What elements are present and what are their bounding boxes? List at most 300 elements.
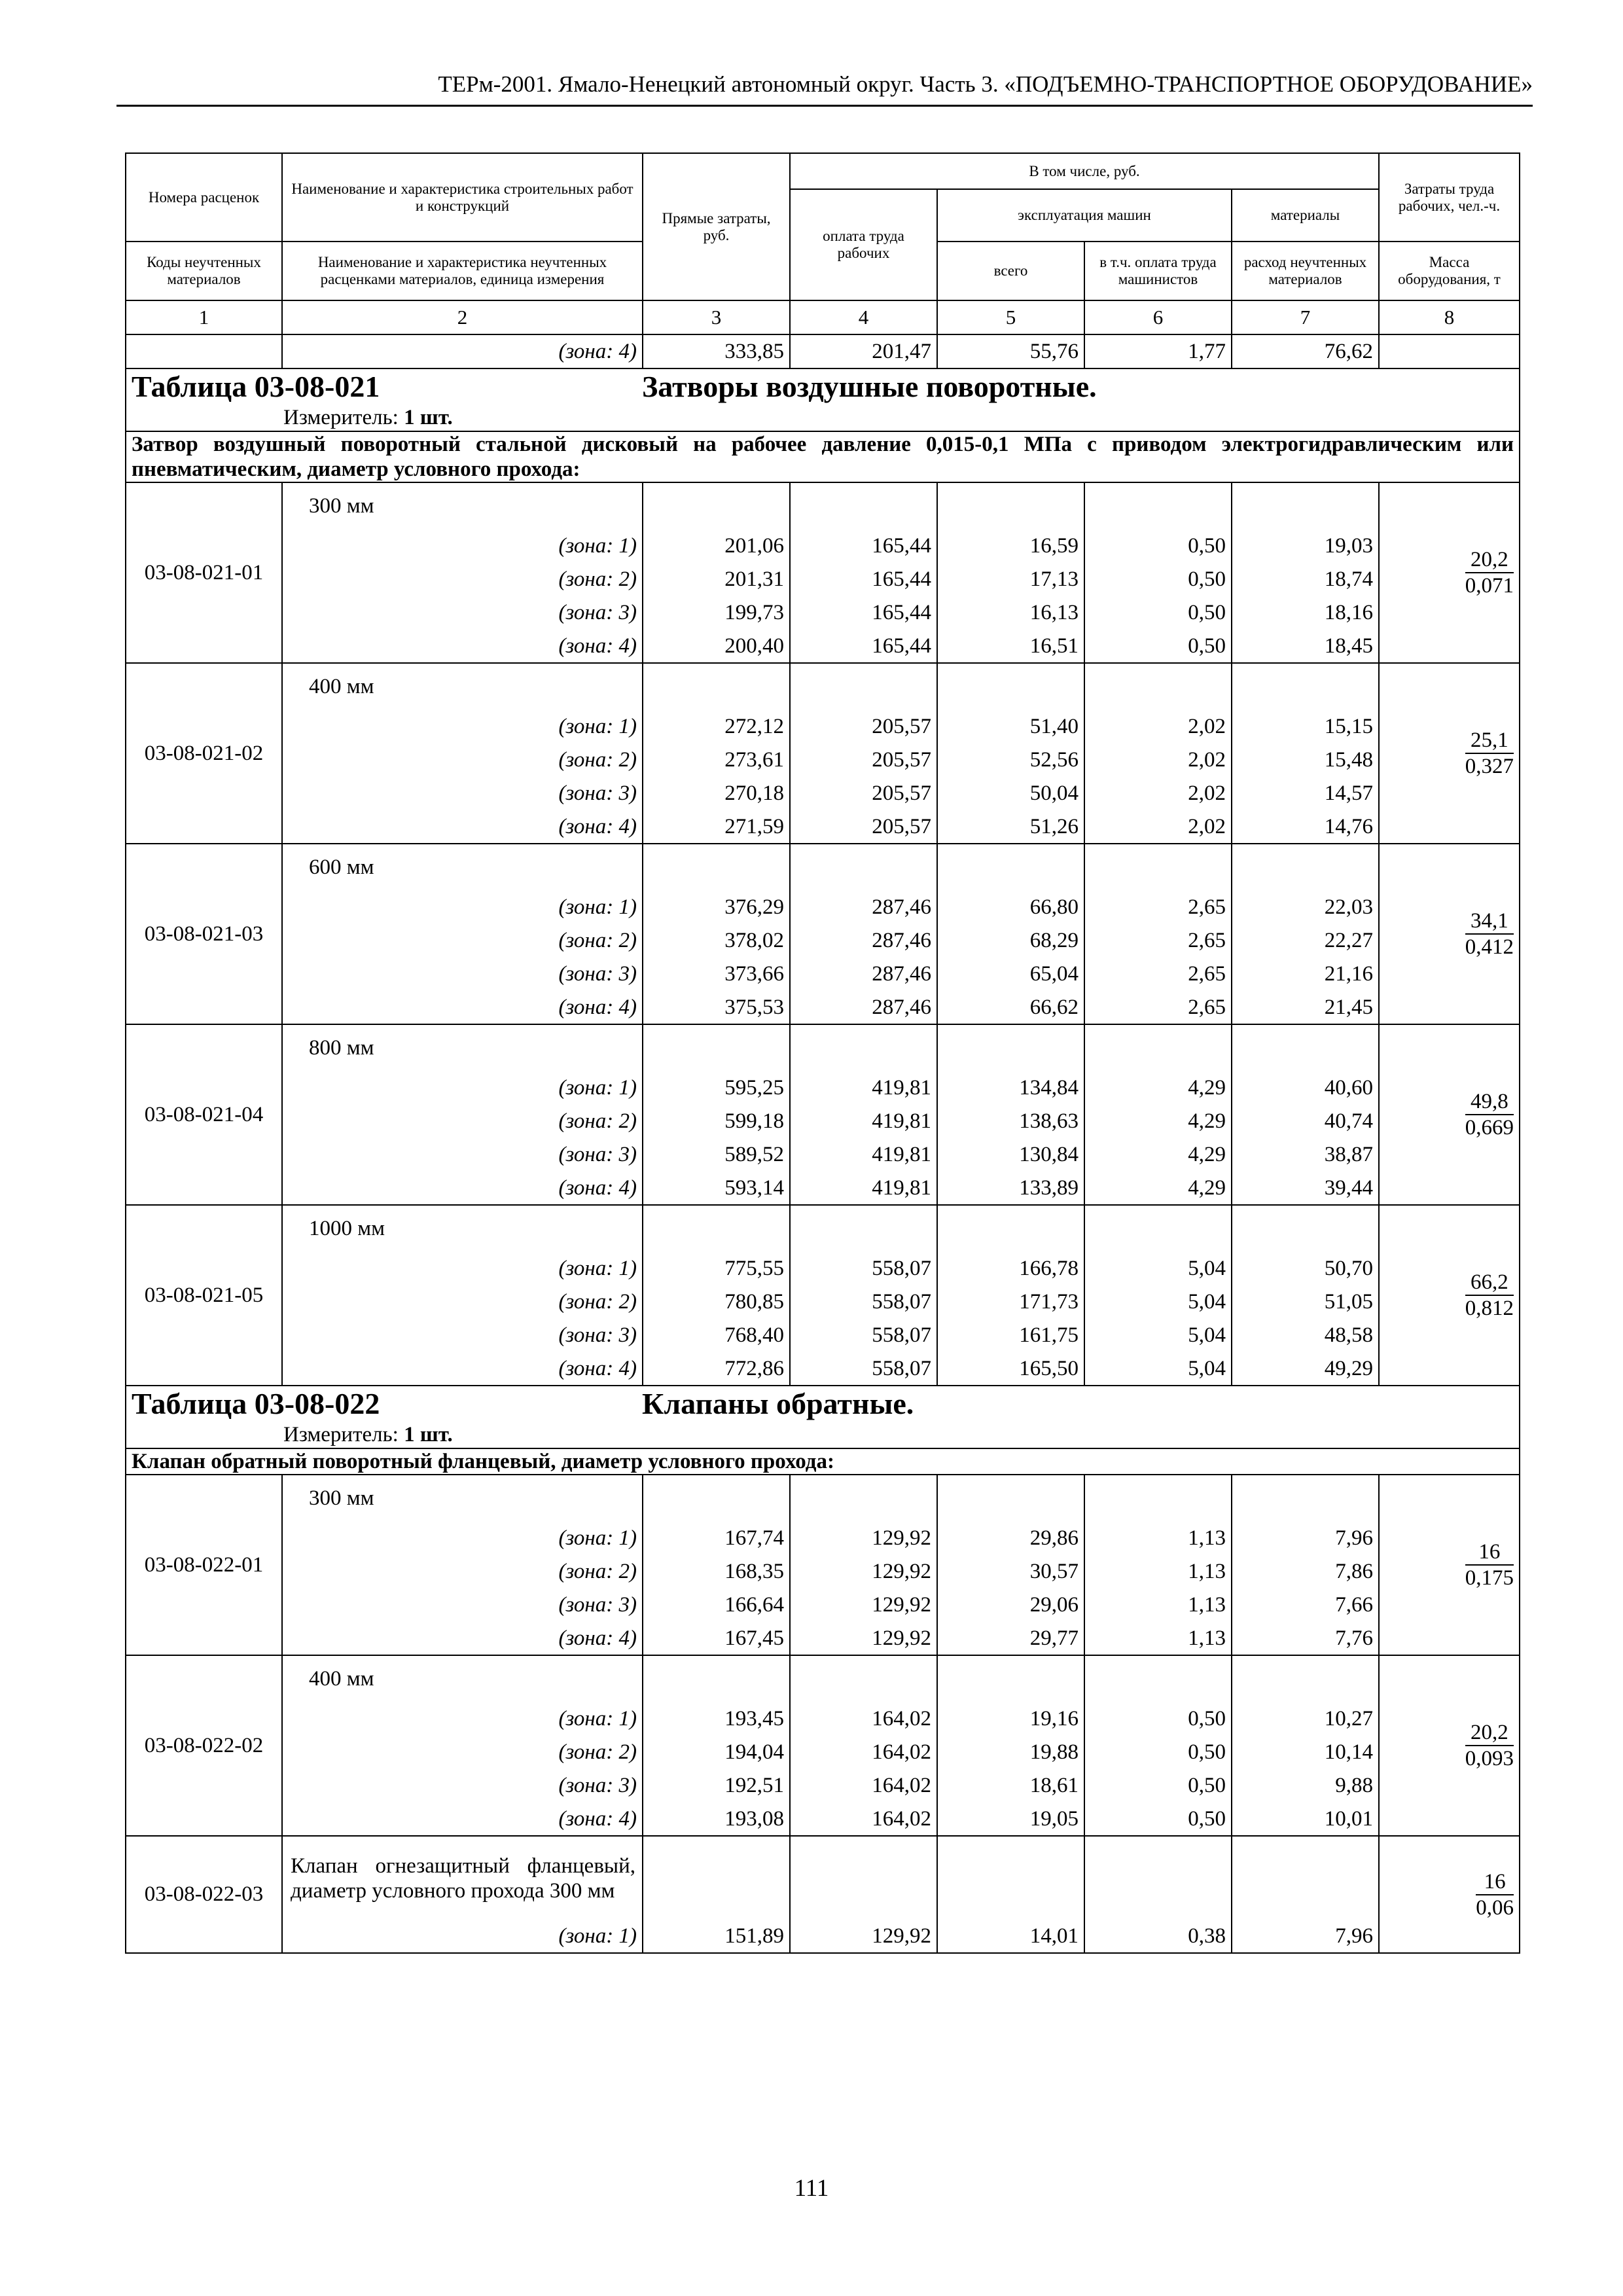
direct-cost: 768,40: [643, 1319, 790, 1352]
zone-row: [126, 1319, 1520, 1352]
zone-row: [126, 1252, 1520, 1285]
machines-operators: 0,50: [1084, 563, 1232, 596]
materials-cost: 18,74: [1232, 563, 1379, 596]
machines-operators: 5,04: [1084, 1285, 1232, 1319]
empty-cell: [1232, 844, 1379, 891]
page-number: 111: [794, 2175, 829, 2202]
col-num-5: 5: [937, 300, 1084, 334]
zone-label: (зона: 1): [282, 529, 643, 563]
zone-label: (зона: 4): [282, 1622, 643, 1655]
rate-head-row: [126, 1205, 1520, 1252]
col-num-3: 3: [643, 300, 790, 334]
carryover-row: [126, 334, 1520, 368]
rate-head-row: [126, 1655, 1520, 1702]
empty-cell: [790, 663, 937, 710]
carryover-code: [126, 334, 282, 368]
zone-label: (зона: 2): [282, 1285, 643, 1319]
carryover-direct: 333,85: [643, 334, 790, 368]
labor-pay: 164,02: [790, 1803, 937, 1836]
zone-row: [126, 596, 1520, 630]
direct-cost: 595,25: [643, 1071, 790, 1105]
zone-row: [126, 1622, 1520, 1655]
materials-cost: 38,87: [1232, 1138, 1379, 1172]
machines-operators: 0,50: [1084, 1736, 1232, 1769]
labor-value: 49,8: [1465, 1089, 1514, 1115]
machines-operators: 4,29: [1084, 1071, 1232, 1105]
materials-cost: 7,66: [1232, 1588, 1379, 1622]
table-title: [126, 368, 1520, 431]
labor-mass-fraction: [1465, 1270, 1514, 1321]
empty-cell: [1232, 1475, 1379, 1522]
materials-cost: 18,16: [1232, 596, 1379, 630]
zone-label: (зона: 2): [282, 1105, 643, 1138]
machines-operators: 1,13: [1084, 1588, 1232, 1622]
direct-cost: 271,59: [643, 810, 790, 844]
empty-cell: [937, 1205, 1084, 1252]
labor-pay: 129,92: [790, 1522, 937, 1555]
zone-label: (зона: 1): [282, 1522, 643, 1555]
materials-cost: 50,70: [1232, 1252, 1379, 1285]
empty-cell: [937, 1655, 1084, 1702]
rate-name: 400 мм: [282, 1655, 643, 1702]
rate-name: 600 мм: [282, 844, 643, 891]
materials-cost: 51,05: [1232, 1285, 1379, 1319]
machines-operators: 2,02: [1084, 810, 1232, 844]
labor-pay: 129,92: [790, 1920, 937, 1953]
empty-cell: [1084, 663, 1232, 710]
labor-pay: 419,81: [790, 1105, 937, 1138]
col-num-7: 7: [1232, 300, 1379, 334]
rate-name: 300 мм: [282, 1475, 643, 1522]
rate-code: 03-08-022-02: [126, 1655, 282, 1836]
direct-cost: 775,55: [643, 1252, 790, 1285]
empty-cell: [790, 1655, 937, 1702]
mass-value: 0,412: [1465, 935, 1514, 959]
labor-pay: 164,02: [790, 1769, 937, 1803]
direct-cost: 593,14: [643, 1172, 790, 1205]
machines-operators: 0,50: [1084, 596, 1232, 630]
col-num-4: 4: [790, 300, 937, 334]
labor-mass-cell: [1379, 1836, 1520, 1953]
zone-label: (зона: 4): [282, 1352, 643, 1386]
materials-cost: 21,16: [1232, 958, 1379, 991]
empty-cell: [1084, 1475, 1232, 1522]
rate-code: 03-08-021-05: [126, 1205, 282, 1386]
machines-operators: 0,50: [1084, 529, 1232, 563]
empty-cell: [1084, 1205, 1232, 1252]
header-rule: [116, 105, 1533, 107]
materials-cost: 22,03: [1232, 891, 1379, 924]
machines-total: 19,16: [937, 1702, 1084, 1736]
header-direct: Прямые затраты, руб.: [643, 153, 790, 300]
machines-total: 161,75: [937, 1319, 1084, 1352]
table-title-line: [132, 1386, 1514, 1422]
rate-head-row: [126, 482, 1520, 529]
labor-pay: 164,02: [790, 1736, 937, 1769]
zone-label: (зона: 1): [282, 1071, 643, 1105]
labor-value: 20,2: [1465, 1720, 1514, 1746]
zone-label: (зона: 2): [282, 1555, 643, 1588]
materials-cost: 15,15: [1232, 710, 1379, 744]
machines-total: 66,80: [937, 891, 1084, 924]
direct-cost: 168,35: [643, 1555, 790, 1588]
materials-cost: 7,86: [1232, 1555, 1379, 1588]
labor-pay: 558,07: [790, 1285, 937, 1319]
header-name: Наименование и характеристика строительных работ и конструкций: [282, 153, 643, 242]
mass-value: 0,327: [1465, 755, 1514, 778]
machines-total: 166,78: [937, 1252, 1084, 1285]
machines-operators: 2,65: [1084, 924, 1232, 958]
rate-head-row: [126, 1836, 1520, 1920]
group-row: [126, 431, 1520, 482]
zone-row: [126, 1736, 1520, 1769]
zone-label: (зона: 1): [282, 1920, 643, 1953]
carryover-labor-pay: 201,47: [790, 334, 937, 368]
materials-cost: 48,58: [1232, 1319, 1379, 1352]
materials-cost: 40,60: [1232, 1071, 1379, 1105]
zone-row: [126, 1555, 1520, 1588]
header-labor-pay: оплата труда рабочих: [790, 189, 937, 300]
empty-cell: [1232, 1205, 1379, 1252]
labor-pay: 287,46: [790, 958, 937, 991]
machines-operators: 1,13: [1084, 1622, 1232, 1655]
machines-total: 50,04: [937, 777, 1084, 810]
direct-cost: 199,73: [643, 596, 790, 630]
rate-name: 400 мм: [282, 663, 643, 710]
machines-total: 19,05: [937, 1803, 1084, 1836]
labor-mass-fraction: [1465, 547, 1514, 598]
empty-cell: [790, 1205, 937, 1252]
machines-total: 51,26: [937, 810, 1084, 844]
labor-mass-cell: [1379, 1655, 1520, 1836]
machines-total: 17,13: [937, 563, 1084, 596]
machines-operators: 4,29: [1084, 1172, 1232, 1205]
machines-operators: 2,02: [1084, 710, 1232, 744]
mass-value: 0,812: [1465, 1297, 1514, 1320]
machines-total: 18,61: [937, 1769, 1084, 1803]
empty-cell: [1084, 1836, 1232, 1920]
machines-operators: 0,50: [1084, 630, 1232, 663]
empty-cell: [1232, 663, 1379, 710]
empty-cell: [643, 844, 790, 891]
machines-total: 130,84: [937, 1138, 1084, 1172]
machines-total: 165,50: [937, 1352, 1084, 1386]
machines-total: 68,29: [937, 924, 1084, 958]
zone-row: [126, 563, 1520, 596]
labor-pay: 165,44: [790, 563, 937, 596]
mass-value: 0,669: [1465, 1116, 1514, 1139]
labor-pay: 164,02: [790, 1702, 937, 1736]
empty-cell: [790, 1836, 937, 1920]
materials-cost: 21,45: [1232, 991, 1379, 1024]
zone-row: [126, 1285, 1520, 1319]
measure-line: [132, 1422, 1514, 1448]
table-number: Таблица 03-08-022: [132, 1387, 380, 1420]
zone-row: [126, 1803, 1520, 1836]
direct-cost: 373,66: [643, 958, 790, 991]
measure-value: 1 шт.: [404, 406, 453, 429]
zone-label: (зона: 1): [282, 710, 643, 744]
machines-operators: 4,29: [1084, 1105, 1232, 1138]
rate-code: 03-08-021-02: [126, 663, 282, 844]
machines-operators: 4,29: [1084, 1138, 1232, 1172]
labor-pay: 165,44: [790, 630, 937, 663]
materials-cost: 22,27: [1232, 924, 1379, 958]
direct-cost: 193,45: [643, 1702, 790, 1736]
direct-cost: 273,61: [643, 744, 790, 777]
rate-code: 03-08-022-01: [126, 1475, 282, 1655]
empty-cell: [643, 1655, 790, 1702]
labor-mass-cell: [1379, 663, 1520, 844]
direct-cost: 599,18: [643, 1105, 790, 1138]
labor-mass-cell: [1379, 844, 1520, 1024]
machines-total: 133,89: [937, 1172, 1084, 1205]
materials-cost: 19,03: [1232, 529, 1379, 563]
direct-cost: 201,31: [643, 563, 790, 596]
direct-cost: 194,04: [643, 1736, 790, 1769]
zone-label: (зона: 2): [282, 563, 643, 596]
zone-label: (зона: 1): [282, 1702, 643, 1736]
mass-value: 0,06: [1476, 1895, 1514, 1920]
direct-cost: 193,08: [643, 1803, 790, 1836]
header-mach-total: всего: [937, 242, 1084, 300]
direct-cost: 192,51: [643, 1769, 790, 1803]
labor-value: 25,1: [1465, 728, 1514, 754]
rate-head-row: [126, 663, 1520, 710]
machines-operators: 2,02: [1084, 777, 1232, 810]
labor-mass-fraction: [1465, 908, 1514, 960]
machines-total: 138,63: [937, 1105, 1084, 1138]
rate-name: 1000 мм: [282, 1205, 643, 1252]
empty-cell: [643, 482, 790, 529]
empty-cell: [937, 1475, 1084, 1522]
machines-operators: 2,02: [1084, 744, 1232, 777]
empty-cell: [790, 1024, 937, 1071]
zone-label: (зона: 4): [282, 991, 643, 1024]
labor-pay: 205,57: [790, 777, 937, 810]
group-row: [126, 1448, 1520, 1475]
labor-pay: 558,07: [790, 1319, 937, 1352]
direct-cost: 378,02: [643, 924, 790, 958]
empty-cell: [1084, 1655, 1232, 1702]
machines-total: 29,86: [937, 1522, 1084, 1555]
direct-cost: 167,74: [643, 1522, 790, 1555]
labor-mass-cell: [1379, 1024, 1520, 1205]
machines-total: 66,62: [937, 991, 1084, 1024]
header-unaccounted: расход неучтенных материалов: [1232, 242, 1379, 300]
labor-pay: 287,46: [790, 891, 937, 924]
header-machines: эксплуатация машин: [937, 189, 1232, 242]
measure-value: 1 шт.: [404, 1423, 453, 1446]
machines-operators: 5,04: [1084, 1252, 1232, 1285]
machines-total: 14,01: [937, 1920, 1084, 1953]
zone-row: [126, 991, 1520, 1024]
empty-cell: [937, 482, 1084, 529]
measure-label: Измеритель:: [283, 1423, 399, 1446]
table-heading: Затворы воздушные поворотные.: [642, 370, 1097, 403]
zone-label: (зона: 3): [282, 1588, 643, 1622]
rate-name: Клапан огнезащитный фланцевый, диаметр условного прохода 300 мм: [282, 1836, 643, 1920]
rate-code: 03-08-021-01: [126, 482, 282, 663]
labor-value: 16: [1465, 1539, 1514, 1566]
mass-value: 0,175: [1465, 1566, 1514, 1590]
direct-cost: 200,40: [643, 630, 790, 663]
empty-cell: [937, 1024, 1084, 1071]
machines-operators: 0,50: [1084, 1803, 1232, 1836]
labor-mass-cell: [1379, 482, 1520, 663]
materials-cost: 14,57: [1232, 777, 1379, 810]
machines-total: 16,59: [937, 529, 1084, 563]
labor-value: 34,1: [1465, 908, 1514, 935]
labor-pay: 165,44: [790, 596, 937, 630]
measure-label: Измеритель:: [283, 406, 399, 429]
labor-mass-fraction: [1465, 1539, 1514, 1590]
col-num-8: 8: [1379, 300, 1520, 334]
empty-cell: [1084, 482, 1232, 529]
materials-cost: 7,96: [1232, 1522, 1379, 1555]
labor-mass-cell: [1379, 1205, 1520, 1386]
group-title: Затвор воздушный поворотный стальной дисковый на рабочее давление 0,015-0,1 МПа с приводом электрогидравлическим или пневматическим, диаметр условного прохода:: [126, 431, 1520, 482]
labor-pay: 205,57: [790, 810, 937, 844]
labor-pay: 205,57: [790, 744, 937, 777]
direct-cost: 589,52: [643, 1138, 790, 1172]
zone-row: [126, 1920, 1520, 1953]
carryover-labor: [1379, 334, 1520, 368]
machines-operators: 5,04: [1084, 1319, 1232, 1352]
zone-row: [126, 924, 1520, 958]
col-num-6: 6: [1084, 300, 1232, 334]
rate-head-row: [126, 1475, 1520, 1522]
machines-total: 52,56: [937, 744, 1084, 777]
rate-name: 300 мм: [282, 482, 643, 529]
labor-mass-fraction: [1465, 1720, 1514, 1771]
machines-total: 51,40: [937, 710, 1084, 744]
running-header: ТЕРм-2001. Ямало-Ненецкий автономный округ. Часть 3. «ПОДЪЕМНО-ТРАНСПОРТНОЕ ОБОРУДОВАНИЕ»: [438, 71, 1533, 97]
zone-row: [126, 1071, 1520, 1105]
header-mach-operators: в т.ч. оплата труда машинистов: [1084, 242, 1232, 300]
zone-row: [126, 777, 1520, 810]
table-title-row: [126, 1386, 1520, 1448]
rate-head-row: [126, 1024, 1520, 1071]
labor-mass-fraction: [1465, 1089, 1514, 1140]
machines-operators: 2,65: [1084, 958, 1232, 991]
labor-mass-cell: [1379, 1475, 1520, 1655]
labor-value: 66,2: [1465, 1270, 1514, 1296]
direct-cost: 166,64: [643, 1588, 790, 1622]
empty-cell: [643, 1024, 790, 1071]
zone-row: [126, 1769, 1520, 1803]
zone-row: [126, 1588, 1520, 1622]
header-labor: Затраты труда рабочих, чел.-ч.: [1379, 153, 1520, 242]
direct-cost: 772,86: [643, 1352, 790, 1386]
mass-value: 0,093: [1465, 1747, 1514, 1770]
empty-cell: [790, 1475, 937, 1522]
machines-operators: 1,13: [1084, 1522, 1232, 1555]
direct-cost: 270,18: [643, 777, 790, 810]
empty-cell: [937, 663, 1084, 710]
empty-cell: [1232, 1024, 1379, 1071]
empty-cell: [1232, 1836, 1379, 1920]
zone-label: (зона: 1): [282, 891, 643, 924]
empty-cell: [643, 1836, 790, 1920]
rate-code: 03-08-021-03: [126, 844, 282, 1024]
labor-pay: 129,92: [790, 1588, 937, 1622]
empty-cell: [643, 1205, 790, 1252]
zone-row: [126, 1522, 1520, 1555]
empty-cell: [937, 844, 1084, 891]
table-title-line: [132, 369, 1514, 404]
group-title: Клапан обратный поворотный фланцевый, диаметр условного прохода:: [126, 1448, 1520, 1475]
col-num-1: 1: [126, 300, 282, 334]
empty-cell: [643, 1475, 790, 1522]
rate-code: 03-08-021-04: [126, 1024, 282, 1205]
machines-operators: 2,65: [1084, 991, 1232, 1024]
materials-cost: 10,01: [1232, 1803, 1379, 1836]
empty-cell: [790, 482, 937, 529]
zone-label: (зона: 3): [282, 1319, 643, 1352]
zone-label: (зона: 2): [282, 744, 643, 777]
zone-label: (зона: 3): [282, 777, 643, 810]
rate-code: 03-08-022-03: [126, 1836, 282, 1953]
labor-pay: 287,46: [790, 991, 937, 1024]
machines-total: 65,04: [937, 958, 1084, 991]
zone-row: [126, 529, 1520, 563]
empty-cell: [790, 844, 937, 891]
materials-cost: 14,76: [1232, 810, 1379, 844]
rate-name: 800 мм: [282, 1024, 643, 1071]
header-code: Номера расценок: [126, 153, 282, 242]
materials-cost: 15,48: [1232, 744, 1379, 777]
empty-cell: [937, 1836, 1084, 1920]
materials-cost: 7,76: [1232, 1622, 1379, 1655]
zone-row: [126, 710, 1520, 744]
header-mat-codes: Коды неучтенных материалов: [126, 242, 282, 300]
direct-cost: 375,53: [643, 991, 790, 1024]
machines-total: 134,84: [937, 1071, 1084, 1105]
materials-cost: 7,96: [1232, 1920, 1379, 1953]
labor-pay: 558,07: [790, 1252, 937, 1285]
machines-total: 16,51: [937, 630, 1084, 663]
materials-cost: 39,44: [1232, 1172, 1379, 1205]
zone-row: [126, 810, 1520, 844]
direct-cost: 151,89: [643, 1920, 790, 1953]
machines-operators: 0,50: [1084, 1702, 1232, 1736]
materials-cost: 40,74: [1232, 1105, 1379, 1138]
machines-operators: 0,38: [1084, 1920, 1232, 1953]
direct-cost: 780,85: [643, 1285, 790, 1319]
empty-cell: [1232, 1655, 1379, 1702]
zone-label: (зона: 4): [282, 810, 643, 844]
measure-line: [132, 404, 1514, 431]
zone-label: (зона: 4): [282, 630, 643, 663]
zone-label: (зона: 3): [282, 958, 643, 991]
zone-label: (зона: 4): [282, 1803, 643, 1836]
direct-cost: 272,12: [643, 710, 790, 744]
labor-pay: 205,57: [790, 710, 937, 744]
zone-row: [126, 1105, 1520, 1138]
labor-value: 16: [1476, 1869, 1514, 1895]
empty-cell: [1084, 1024, 1232, 1071]
table-title-row: [126, 368, 1520, 431]
machines-total: 30,57: [937, 1555, 1084, 1588]
carryover-mach-operators: 1,77: [1084, 334, 1232, 368]
zone-row: [126, 891, 1520, 924]
col-num-2: 2: [282, 300, 643, 334]
machines-operators: 5,04: [1084, 1352, 1232, 1386]
rate-head-row: [126, 844, 1520, 891]
norms-table: [125, 152, 1520, 1954]
direct-cost: 376,29: [643, 891, 790, 924]
